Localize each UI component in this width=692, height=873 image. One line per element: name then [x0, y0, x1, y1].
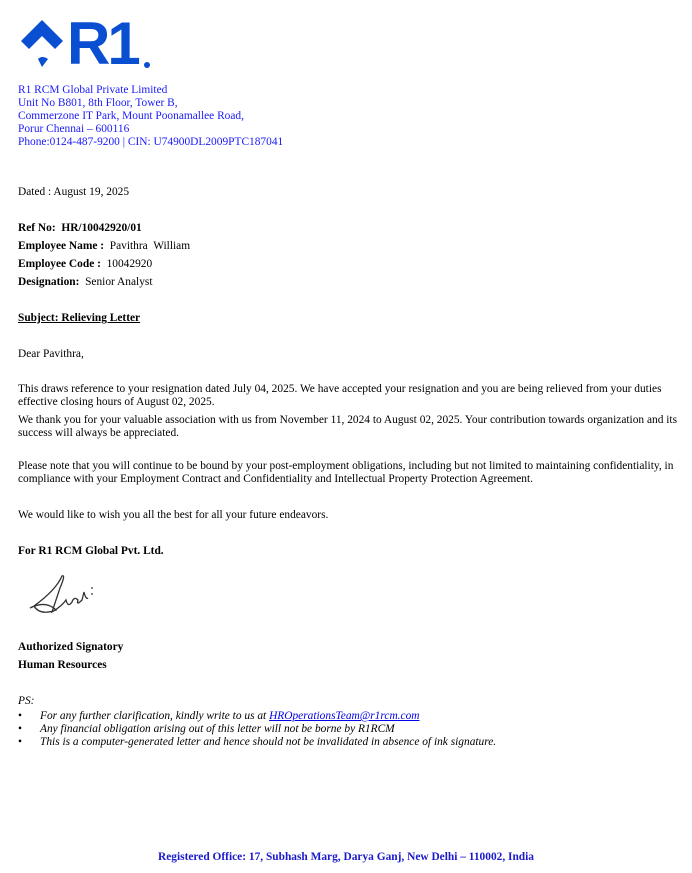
svg-text:R1: R1 [67, 14, 138, 72]
employee-name: Pavithra William [109, 240, 191, 252]
address-line: Porur Chennai – 600116 [18, 123, 130, 135]
salutation: Dear Pavithra, [18, 348, 84, 360]
field-label: Employee Code : [18, 258, 101, 270]
postscript [18, 695, 496, 749]
signatory-title: Authorized Signatory [18, 641, 124, 653]
field-label: Designation: [18, 276, 80, 288]
paragraph: This draws reference to your resignation dated July 04, 2025. We have accepted your resignation and you are being relieved from your duties effective closing hours of August 02, 2025. [18, 383, 662, 408]
company-logo [18, 14, 158, 72]
paragraph: We would like to wish you all the best for all your future endeavors. [18, 509, 329, 521]
ps-item-text: Any financial obligation arising out of this letter will not be borne by R1RCM [40, 723, 395, 735]
address-line: Commerzone IT Park, Mount Poonamallee Road, [18, 110, 244, 122]
designation: Senior Analyst [85, 276, 153, 288]
company-address [18, 84, 283, 149]
signature-image [26, 570, 106, 620]
ps-item [18, 723, 496, 736]
letter-date: Dated : August 19, 2025 [18, 186, 130, 198]
ps-item-text: This is a computer-generated letter and hence should not be invalidated in absence of ink signature. [40, 736, 497, 748]
hr-email-link[interactable]: HROperationsTeam@r1rcm.com [269, 710, 420, 722]
employee-details [18, 219, 190, 291]
signatory-department: Human Resources [18, 659, 107, 671]
paragraph: Please note that you will continue to be bound by your post-employment obligations, including but not limited to maintaining confidentiality, in compliance with your Employment Contract and Confidentiality and Intellectual Property Protection Agreement. [18, 460, 674, 485]
employee-code: 10042920 [106, 258, 153, 270]
ref-no: HR/10042920/01 [61, 222, 142, 234]
field-label: Ref No: [18, 222, 56, 234]
registered-office-footer: Registered Office: 17, Subhash Marg, Darya Ganj, New Delhi – 110002, India [158, 851, 534, 863]
sign-off: For R1 RCM Global Pvt. Ltd. [18, 545, 164, 557]
contact-line: Phone:0124-487-9200 | CIN: U74900DL2009PTC187041 [18, 136, 284, 148]
ps-label: PS: [18, 695, 35, 707]
ps-item [18, 710, 496, 723]
paragraph: We thank you for your valuable association with us from November 11, 2024 to August 02, 2025. Your contribution towards organization and its success will always be appreciated. [18, 414, 678, 439]
address-line: Unit No B801, 8th Floor, Tower B, [18, 97, 178, 109]
field-label: Employee Name : [18, 240, 105, 252]
ps-item [18, 736, 496, 749]
subject: Subject: Relieving Letter [18, 312, 141, 324]
company-name: R1 RCM Global Private Limited [18, 84, 168, 96]
ps-item-text: For any further clarification, kindly write to us at [40, 710, 270, 722]
